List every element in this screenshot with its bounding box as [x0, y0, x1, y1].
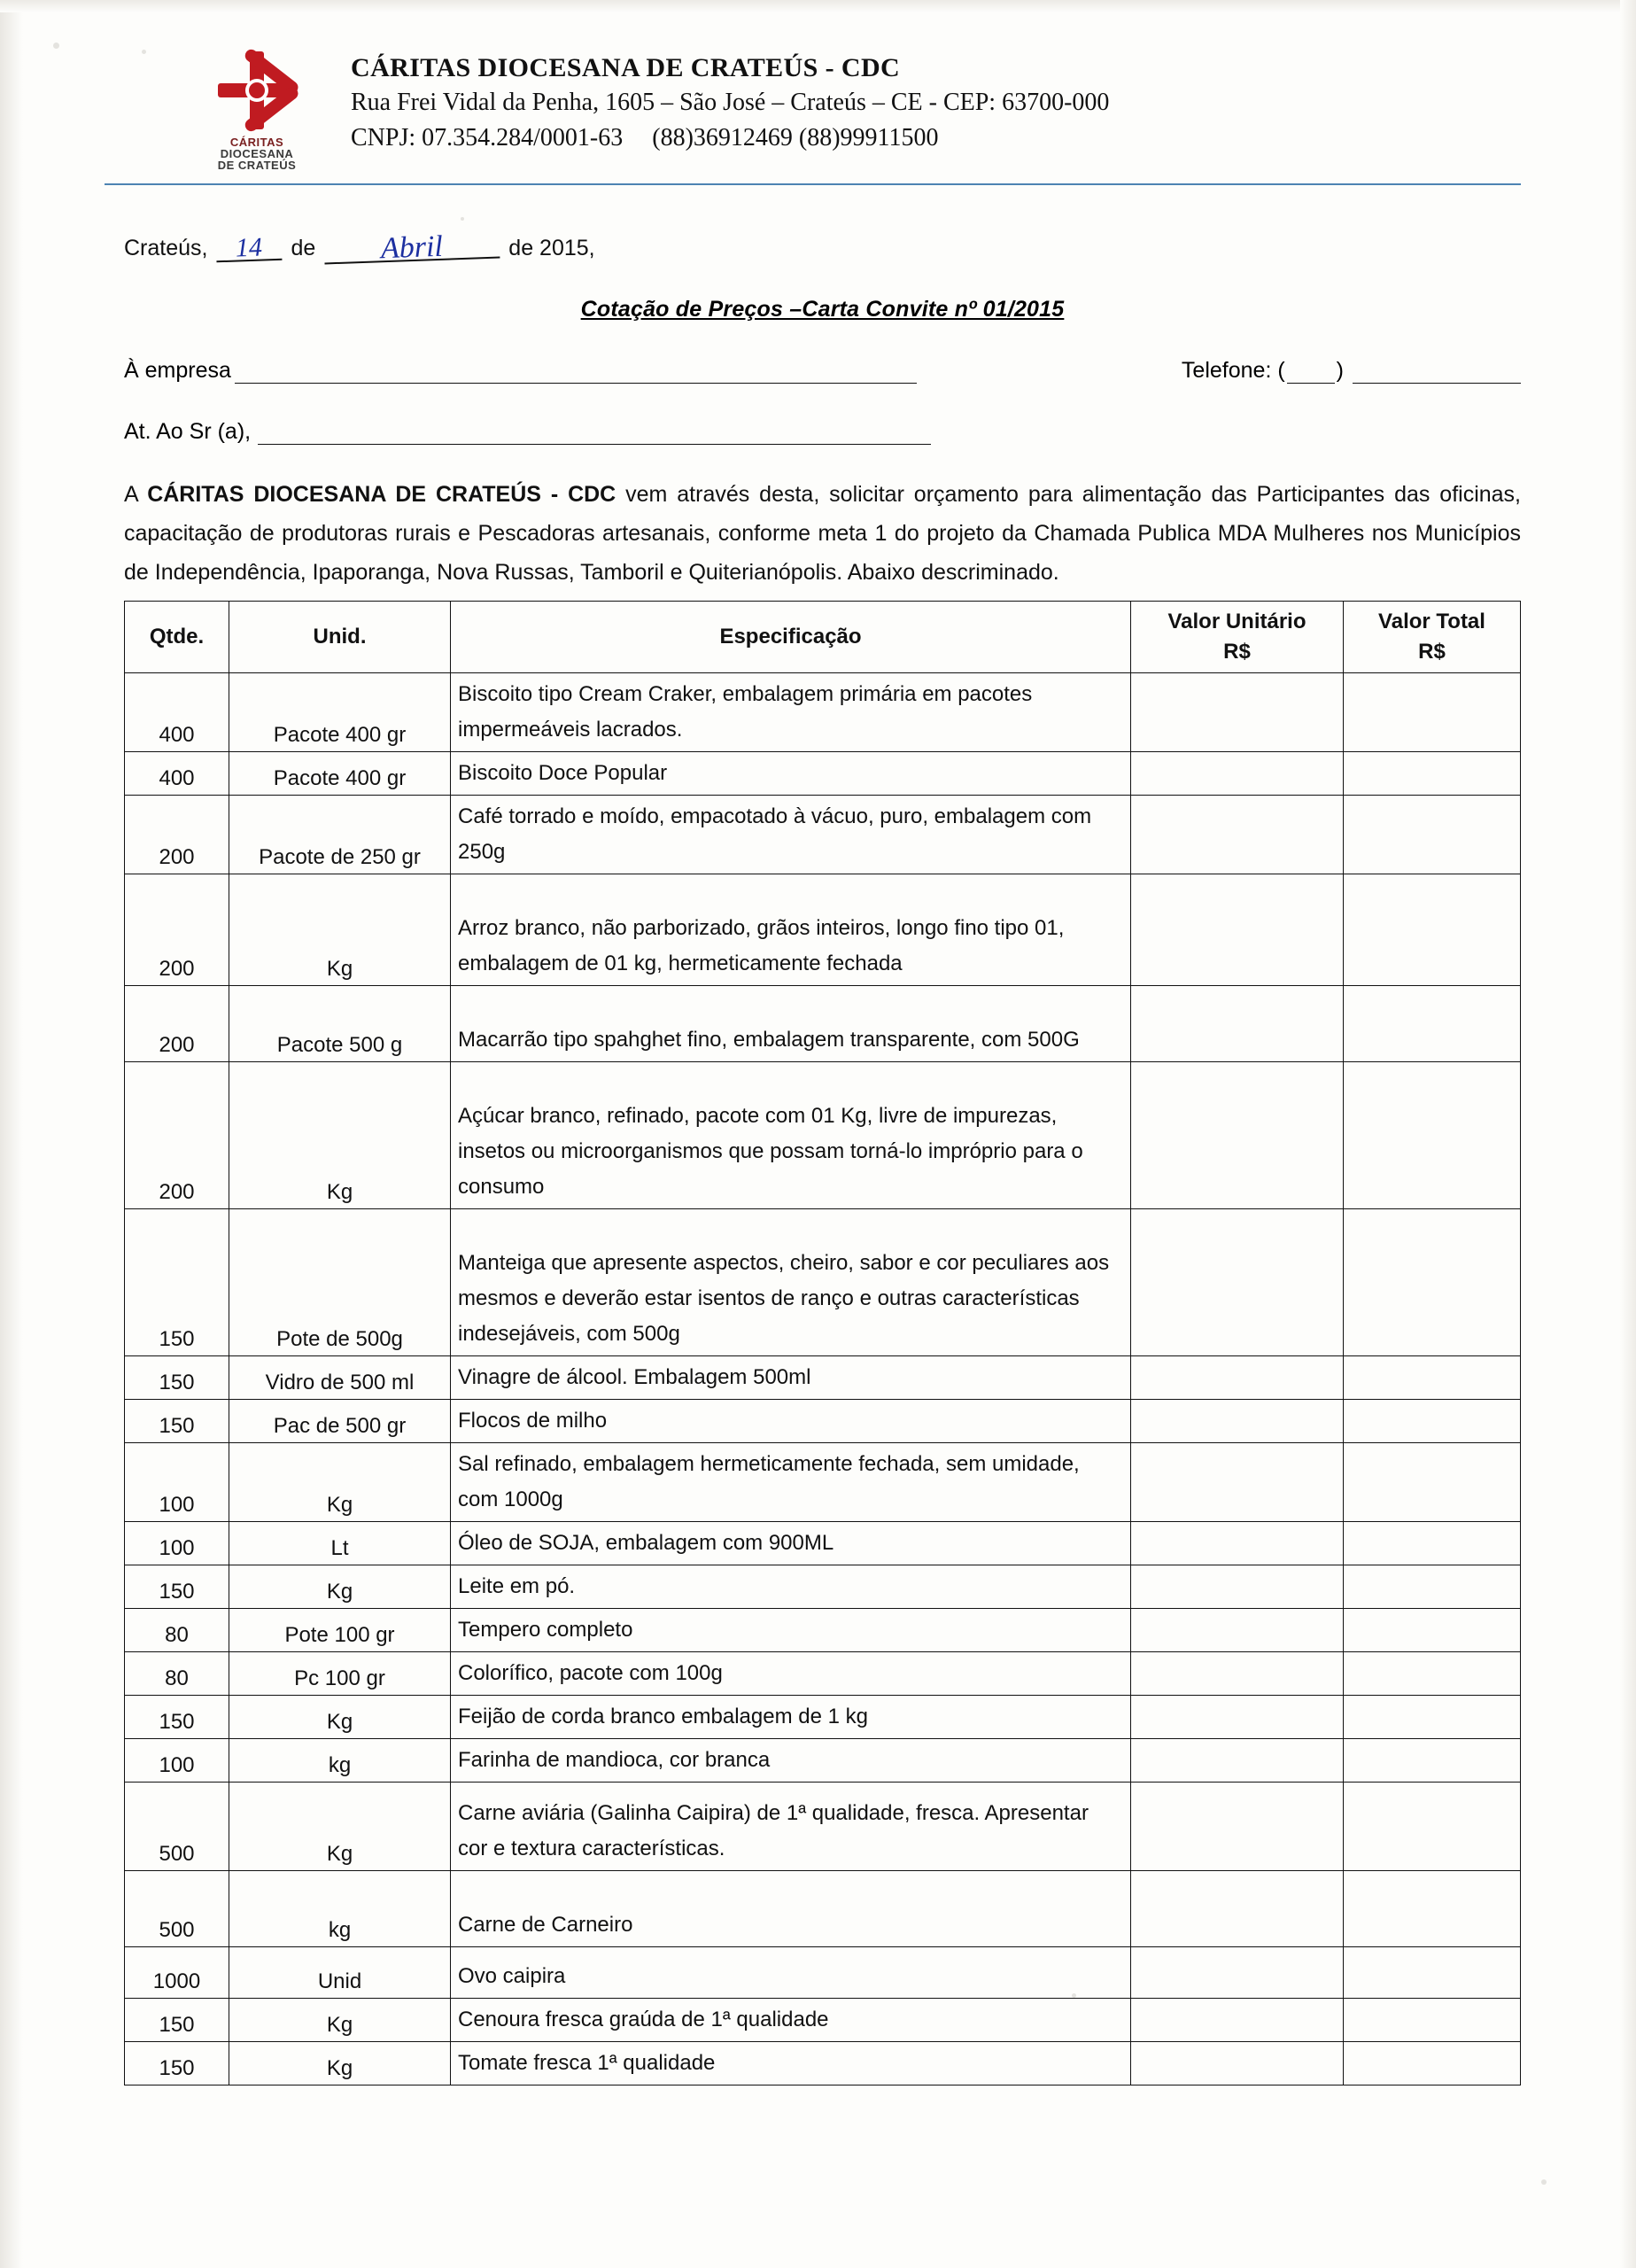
request-paragraph [124, 475, 1521, 592]
items-table-body [125, 673, 1521, 2085]
table-row [125, 1783, 1521, 1871]
organization-cnpj-line [351, 120, 1109, 156]
empresa-input[interactable] [235, 360, 917, 384]
empresa-label: À empresa [124, 358, 231, 383]
cell-valor-total[interactable] [1344, 1356, 1521, 1400]
cell-especificacao: Carne de Carneiro [451, 1871, 1131, 1947]
cell-especificacao: Colorífico, pacote com 100g [451, 1652, 1131, 1696]
cell-valor-total[interactable] [1344, 1999, 1521, 2042]
table-row [125, 986, 1521, 1062]
cell-especificacao: Café torrado e moído, empacotado à vácuo, puro, embalagem com 250g [451, 796, 1131, 874]
table-row [125, 673, 1521, 752]
cell-valor-total[interactable] [1344, 1522, 1521, 1565]
table-row [125, 1609, 1521, 1652]
cell-qtde: 200 [125, 874, 229, 986]
cell-qtde: 500 [125, 1783, 229, 1871]
cell-unid: Unid [229, 1947, 451, 1999]
cell-valor-total[interactable] [1344, 1871, 1521, 1947]
cell-especificacao: Flocos de milho [451, 1400, 1131, 1443]
header-valor-total [1344, 602, 1521, 673]
table-row [125, 1999, 1521, 2042]
cell-qtde: 400 [125, 673, 229, 752]
table-row [125, 1739, 1521, 1783]
cell-qtde: 80 [125, 1609, 229, 1652]
cell-especificacao: Vinagre de álcool. Embalagem 500ml [451, 1356, 1131, 1400]
caritas-cross-icon [211, 48, 303, 133]
header-especificacao: Especificação [451, 602, 1131, 673]
cell-qtde: 150 [125, 2042, 229, 2085]
cell-unid: Kg [229, 1443, 451, 1522]
atencao-input[interactable] [258, 421, 931, 445]
cell-especificacao: Macarrão tipo spahghet fino, embalagem transparente, com 500G [451, 986, 1131, 1062]
cell-unid: Lt [229, 1522, 451, 1565]
dateline-city: Crateús, [124, 236, 208, 260]
cell-especificacao: Leite em pó. [451, 1565, 1131, 1609]
cell-especificacao: Biscoito Doce Popular [451, 752, 1131, 796]
cell-valor-unitario[interactable] [1131, 1652, 1344, 1696]
header-valor-total-line1: Valor Total [1378, 610, 1485, 633]
table-row [125, 752, 1521, 796]
paragraph-organization: CÁRITAS DIOCESANA DE CRATEÚS - CDC [147, 482, 616, 507]
cell-valor-unitario[interactable] [1131, 1783, 1344, 1871]
table-row [125, 1565, 1521, 1609]
telefone-label: Telefone: ( [1181, 358, 1285, 383]
cell-valor-total[interactable] [1344, 752, 1521, 796]
document-subtitle: Cotação de Preços –Carta Convite nº 01/2015 [580, 297, 1065, 322]
cell-valor-unitario[interactable] [1131, 1062, 1344, 1209]
table-row [125, 1522, 1521, 1565]
cell-valor-unitario[interactable] [1131, 673, 1344, 752]
cell-qtde: 100 [125, 1739, 229, 1783]
organization-address: Rua Frei Vidal da Penha, 1605 – São José – Crateús – CE - CEP: 63700-000 [351, 89, 1110, 116]
cell-unid: Kg [229, 1696, 451, 1739]
header-valor-total-line2: R$ [1418, 640, 1446, 664]
cell-valor-unitario[interactable] [1131, 1999, 1344, 2042]
header-unid: Unid. [229, 602, 451, 673]
cell-unid: Kg [229, 874, 451, 986]
cell-unid: Pote 100 gr [229, 1609, 451, 1652]
table-row [125, 1652, 1521, 1696]
organization-cnpj: CNPJ: 07.354.284/0001-63 [351, 124, 624, 151]
cell-qtde: 400 [125, 752, 229, 796]
cell-valor-total[interactable] [1344, 874, 1521, 986]
cell-valor-unitario[interactable] [1131, 2042, 1344, 2085]
cell-valor-unitario[interactable] [1131, 1947, 1344, 1999]
cell-valor-unitario[interactable] [1131, 796, 1344, 874]
header-valor-unitario-line1: Valor Unitário [1167, 610, 1306, 633]
cell-qtde: 150 [125, 1999, 229, 2042]
cell-valor-total[interactable] [1344, 1609, 1521, 1652]
cell-unid: Vidro de 500 ml [229, 1356, 451, 1400]
cell-valor-total[interactable] [1344, 1400, 1521, 1443]
table-header-row [125, 602, 1521, 673]
cell-qtde: 150 [125, 1565, 229, 1609]
cell-valor-total[interactable] [1344, 1696, 1521, 1739]
cell-especificacao: Carne aviária (Galinha Caipira) de 1ª qualidade, fresca. Apresentar cor e textura características. [451, 1783, 1131, 1871]
cell-especificacao: Tempero completo [451, 1609, 1131, 1652]
cell-unid: Kg [229, 2042, 451, 2085]
cell-qtde: 150 [125, 1400, 229, 1443]
dateline-de-1: de [291, 236, 316, 260]
cell-valor-unitario[interactable] [1131, 986, 1344, 1062]
header-qtde: Qtde. [125, 602, 229, 673]
cell-qtde: 80 [125, 1652, 229, 1696]
cell-valor-unitario[interactable] [1131, 1400, 1344, 1443]
table-row [125, 1947, 1521, 1999]
logo-wordmark-line2: DIOCESANA [220, 147, 294, 160]
cell-especificacao: Cenoura fresca graúda de 1ª qualidade [451, 1999, 1131, 2042]
items-table [124, 601, 1521, 2085]
cell-unid: Kg [229, 1783, 451, 1871]
cell-especificacao: Ovo caipira [451, 1947, 1131, 1999]
cell-valor-unitario[interactable] [1131, 1739, 1344, 1783]
cell-valor-total[interactable] [1344, 1783, 1521, 1871]
logo-wordmark [186, 136, 328, 171]
table-row [125, 1209, 1521, 1356]
cell-especificacao: Sal refinado, embalagem hermeticamente fechada, sem umidade, com 1000g [451, 1443, 1131, 1522]
cell-valor-unitario[interactable] [1131, 1565, 1344, 1609]
cell-unid: Pac de 500 gr [229, 1400, 451, 1443]
cell-unid: Pacote 400 gr [229, 752, 451, 796]
table-row [125, 874, 1521, 986]
cell-qtde: 150 [125, 1209, 229, 1356]
cell-qtde: 200 [125, 796, 229, 874]
cell-especificacao: Biscoito tipo Cream Craker, embalagem primária em pacotes impermeáveis lacrados. [451, 673, 1131, 752]
cell-valor-unitario[interactable] [1131, 1871, 1344, 1947]
atencao-row [124, 419, 1521, 445]
logo-wordmark-line3: DE CRATEÚS [217, 159, 297, 172]
header-divider [105, 183, 1521, 185]
cell-valor-total[interactable] [1344, 796, 1521, 874]
cell-valor-total[interactable] [1344, 673, 1521, 752]
cell-especificacao: Óleo de SOJA, embalagem com 900ML [451, 1522, 1131, 1565]
cell-especificacao: Manteiga que apresente aspectos, cheiro, sabor e cor peculiares aos mesmos e deverão estar isentos de ranço e outras características indesejáveis, com 500g [451, 1209, 1131, 1356]
table-row [125, 796, 1521, 874]
cell-qtde: 500 [125, 1871, 229, 1947]
cell-unid: Pc 100 gr [229, 1652, 451, 1696]
cell-qtde: 200 [125, 1062, 229, 1209]
cell-unid: Kg [229, 1565, 451, 1609]
telefone-input[interactable] [1353, 360, 1521, 384]
table-row [125, 1400, 1521, 1443]
telefone-ddd-input[interactable] [1287, 365, 1335, 384]
cell-unid: Pacote 500 g [229, 986, 451, 1062]
telefone-paren-close: ) [1336, 358, 1344, 383]
dateline-month-handwritten: Abril [324, 234, 500, 265]
cell-valor-total[interactable] [1344, 986, 1521, 1062]
cell-valor-total[interactable] [1344, 1652, 1521, 1696]
cell-unid: Kg [229, 1062, 451, 1209]
atencao-label: At. Ao Sr (a), [124, 419, 252, 444]
table-row [125, 1696, 1521, 1739]
cell-especificacao: Açúcar branco, refinado, pacote com 01 Kg, livre de impurezas, insetos ou microorganismos que possam torná-lo impróprio para o consumo [451, 1062, 1131, 1209]
cell-especificacao: Arroz branco, não parborizado, grãos inteiros, longo fino tipo 01, embalagem de 01 kg, hermeticamente fechada [451, 874, 1131, 986]
dateline [124, 226, 1521, 266]
header-valor-unitario [1131, 602, 1344, 673]
table-row [125, 1871, 1521, 1947]
cell-qtde: 1000 [125, 1947, 229, 1999]
cell-especificacao: Tomate fresca 1ª qualidade [451, 2042, 1131, 2085]
cell-especificacao: Farinha de mandioca, cor branca [451, 1739, 1131, 1783]
cell-valor-total[interactable] [1344, 2042, 1521, 2085]
letterhead [0, 0, 1636, 171]
empresa-row [124, 358, 1521, 384]
cell-unid: Pote de 500g [229, 1209, 451, 1356]
cell-valor-unitario[interactable] [1131, 1356, 1344, 1400]
cell-unid: Pacote 400 gr [229, 673, 451, 752]
cell-unid: kg [229, 1739, 451, 1783]
table-row [125, 1062, 1521, 1209]
cell-valor-total[interactable] [1344, 1739, 1521, 1783]
cell-unid: Pacote de 250 gr [229, 796, 451, 874]
cell-valor-total[interactable] [1344, 1565, 1521, 1609]
cell-qtde: 100 [125, 1443, 229, 1522]
cell-valor-total[interactable] [1344, 1443, 1521, 1522]
dateline-year: de 2015, [508, 236, 595, 260]
cell-qtde: 150 [125, 1696, 229, 1739]
dateline-day-handwritten: 14 [216, 236, 283, 263]
caritas-logo [186, 43, 328, 171]
paragraph-lead: A [124, 482, 148, 507]
cell-valor-unitario[interactable] [1131, 1209, 1344, 1356]
cell-valor-unitario[interactable] [1131, 1609, 1344, 1652]
paragraph-rest: vem através desta, solicitar orçamento para alimentação das Participantes das oficinas, capacitação de produtoras rurais e Pescadoras artesanais, conforme meta 1 do projeto da Chamada Publica MDA Mulheres nos Municípios de Independência, Ipaporanga, Nova Russas, Tamboril e Quiterianópolis. Abaixo descriminado. [124, 482, 1522, 585]
cell-valor-total[interactable] [1344, 1947, 1521, 1999]
logo-wordmark-line1: CÁRITAS [229, 136, 284, 149]
cell-qtde: 100 [125, 1522, 229, 1565]
cell-valor-unitario[interactable] [1131, 874, 1344, 986]
cell-valor-unitario[interactable] [1131, 752, 1344, 796]
cell-valor-total[interactable] [1344, 1062, 1521, 1209]
cell-valor-unitario[interactable] [1131, 1696, 1344, 1739]
cell-valor-unitario[interactable] [1131, 1443, 1344, 1522]
header-valor-unitario-line2: R$ [1223, 640, 1251, 664]
cell-qtde: 150 [125, 1356, 229, 1400]
cell-unid: kg [229, 1871, 451, 1947]
cell-qtde: 200 [125, 986, 229, 1062]
table-row [125, 2042, 1521, 2085]
cell-valor-total[interactable] [1344, 1209, 1521, 1356]
cell-valor-unitario[interactable] [1131, 1522, 1344, 1565]
organization-phones: (88)36912469 (88)99911500 [652, 124, 939, 151]
cell-especificacao: Feijão de corda branco embalagem de 1 kg [451, 1696, 1131, 1739]
organization-title: CÁRITAS DIOCESANA DE CRATEÚS - CDC [351, 53, 901, 82]
table-row [125, 1356, 1521, 1400]
table-row [125, 1443, 1521, 1522]
cell-unid: Kg [229, 1999, 451, 2042]
